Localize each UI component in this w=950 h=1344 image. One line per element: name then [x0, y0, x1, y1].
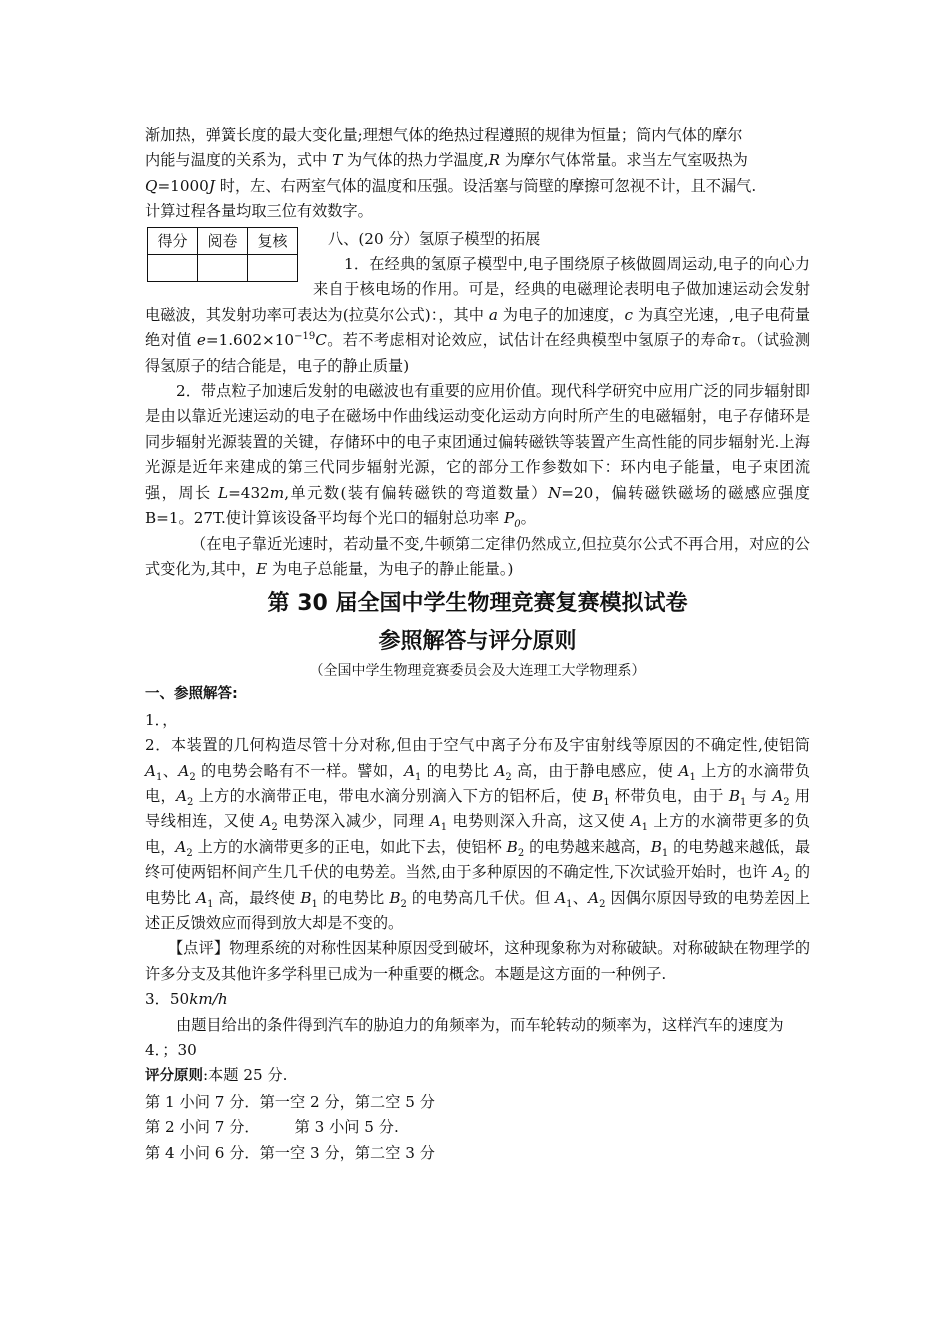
answer-2-subscript: 2: [783, 873, 790, 885]
comment-paragraph: 【点评】物理系统的对称性因某种原因受到破坏，这种现象称为对称破缺。对称破缺在物理学的许多分支及其他许多学科里已成为一种重要的概念。本题是这方面的一种例子.: [145, 939, 810, 983]
answer-2-text: 的电势高几千伏。但: [406, 888, 556, 907]
answer-2-symbol: B: [650, 837, 662, 856]
score-cell: [148, 254, 198, 281]
answer-1: 1．，: [145, 710, 178, 729]
answer-2-subscript: 1: [641, 822, 649, 834]
answer-2-subscript: 1: [661, 847, 669, 859]
answer-2-text: 上方的水滴带正电，带电水滴分别滴入下方的铝杯后，使: [193, 786, 593, 805]
answer-3: 3．50km/h: [145, 990, 228, 1009]
answer-2-subscript: 1: [415, 771, 422, 783]
answer-2-subscript: 2: [186, 847, 193, 859]
answer-2-text: 的电势比: [317, 888, 390, 907]
answer-2-symbol: A: [404, 761, 416, 780]
answer-2-symbol: A: [178, 761, 190, 780]
answer-2-symbol: A: [772, 786, 784, 805]
answer-2-text: 上方的水滴带负电，: [145, 761, 811, 805]
answer-2-subscript: 1: [311, 898, 318, 910]
score-header: 得分: [148, 227, 198, 254]
answer-2-text: 杯带负电，由于: [609, 786, 729, 805]
section-8-note: （在电子靠近光速时，若动量不变,牛顿第二定律仍然成立,但拉莫尔公式不再合用，对应的公式变化为,其中，E 为电子总能量，为电子的静止能量。): [145, 534, 810, 578]
grading-line-2: 第 2 小问 7 分． 第 3 小问 5 分.: [145, 1118, 399, 1137]
grading-line-3: 第 4 小问 6 分．第一空 3 分，第二空 3 分: [145, 1143, 435, 1162]
section-8-question-1: 1．在经典的氢原子模型中,电子围绕原子核做圆周运动,电子的向心力来自于核电场的作用。可是，经典的电磁理论表明电子做加速运动会发射电磁波，其发射功率可表达为(拉莫尔公式)：，其中 a 为电子的加速度，c 为真空光速，,电子电荷量绝对值 $e=1.602\times 10^{-19}C$。若不考虑相对论效应，试估计在经典模型中氢原子的寿命τ。（试验测得氢原子的结合能是，电子的静止质量): [145, 255, 811, 375]
answer-subtitle: 参照解答与评分原则: [378, 629, 577, 655]
answer-2-subscript: 1: [603, 796, 610, 808]
answer-2-subscript: 1: [207, 898, 214, 910]
answer-2-text: 的电势越来越低，最终可使两铝杯间产生几千伏的电势差。当然,由于多种原因的不确定性,下次试验开始时，也许: [145, 837, 811, 882]
answer-2-symbol: A: [260, 812, 272, 831]
answer-2-symbol: A: [630, 812, 642, 831]
section-8: [145, 227, 810, 583]
answer-2-text: 电势则深入升高，这又使: [447, 812, 631, 831]
answer-2-symbol: B: [300, 888, 312, 907]
answer-2-text: 2．本装置的几何构造尽管十分对称,但由于空气中离子分布及宇宙射线等原因的不确定性,使铝筒: [145, 736, 810, 755]
answer-2-symbol: A: [175, 837, 187, 856]
answer-2-text: 与: [746, 786, 773, 805]
answer-2-text: 的电势比: [421, 761, 495, 780]
answer-3-text: 由题目给出的条件得到汽车的胁迫力的角频率为，而车轮转动的频率为，这样汽车的速度为: [176, 1015, 784, 1034]
answer-2-symbol: A: [555, 888, 567, 907]
answer-2-symbol: B: [389, 888, 401, 907]
answer-2-text: 、: [572, 888, 589, 907]
answer-2-symbol: A: [429, 812, 441, 831]
review-header: 阅卷: [198, 227, 248, 254]
answer-2-text: 的电势越来越高，: [524, 837, 651, 856]
answer-2: [145, 733, 810, 936]
answer-2-symbol: A: [176, 786, 188, 805]
answer-2-subscript: 2: [505, 771, 512, 783]
answer-2-text: 上方的水滴带更多的正电，如此下去，使铝杯: [192, 837, 507, 856]
answer-2-subscript: 1: [440, 822, 448, 834]
answer-2-subscript: 1: [689, 771, 696, 783]
answer-2-text: 上方的水滴带更多的负电，: [145, 812, 811, 856]
answer-2-symbol: A: [145, 761, 156, 780]
continuation-paragraph: 渐加热，弹簧长度的最大变化量;理想气体的绝热过程遵照的规律为恒量；筒内气体的摩尔 内能与温度的关系为，式中 T 为气体的热力学温度,R 为摩尔气体常量。求当左气室吸热为 Q=1000J 时，左、右两室气体的温度和压强。设活塞与筒壁的摩擦可忽视不计，且不漏气. 计算过程各量均取三位有效数字。: [145, 126, 757, 221]
answer-2-text: 的电势比: [145, 863, 811, 907]
answer-source: （全国中学生物理竞赛委员会及大连理工大学物理系）: [309, 663, 646, 680]
answer-2-text: 用导线相连，又使: [145, 786, 811, 831]
score-table: [147, 227, 298, 282]
answer-2-subscript: 2: [187, 796, 194, 808]
answer-2-subscript: 1: [740, 796, 747, 808]
answer-2-text: 因偶尔原因导致的电势差因上述正反馈效应而得到放大却是不变的。: [145, 888, 811, 932]
answer-2-symbol: A: [196, 888, 208, 907]
part-1-heading: 一、参照解答:: [145, 686, 238, 703]
answer-2-subscript: 2: [271, 822, 278, 834]
answer-4: 4．；30: [145, 1041, 197, 1059]
answer-2-subscript: 2: [599, 898, 606, 910]
grading-line-1: 第 1 小问 7 分．第一空 2 分，第二空 5 分: [145, 1092, 435, 1111]
answer-2-symbol: A: [588, 888, 600, 907]
answer-2-subscript: 2: [783, 796, 790, 808]
answer-2-symbol: B: [506, 837, 518, 856]
answer-2-text: 的电势会略有不一样。譬如，: [195, 761, 405, 780]
answer-2-symbol: A: [494, 761, 506, 780]
answer-2-text: 高，最终使: [213, 888, 301, 907]
answer-2-subscript: 1: [566, 898, 573, 910]
answer-2-subscript: 2: [189, 771, 196, 783]
answer-2-text: 高，由于静电感应，使: [511, 761, 679, 780]
answer-2-symbol: A: [772, 863, 784, 882]
answer-2-subscript: 1: [155, 771, 163, 783]
section-8-title: 八、(20 分）氢原子模型的拓展: [328, 229, 541, 248]
section-8-question-2: 2．带点粒子加速后发射的电磁波也有重要的应用价值。现代科学研究中应用广泛的同步辐射即是由以靠近光速运动的电子在磁场中作曲线运动变化运动方向时所产生的电磁辐射，电子存储环是同步辐射光源装置的关键，存储环中的电子束团通过偏转磁铁等装置产生高性能的同步辐射光.上海光源是近年来建成的第三代同步辐射光源，它的部分工作参数如下：环内电子能量，电子束团流强，周长 L=432m,单元数(装有偏转磁铁的弯道数量）N=20，偏转磁铁磁场的磁感应强度 B=1。27T.使计算该设备平均每个光口的辐射总功率 $P_0$。: [145, 382, 810, 531]
grading-heading: 评分原则:本题 25 分.: [145, 1066, 288, 1085]
answer-2-subscript: 2: [517, 847, 525, 859]
document-page: [145, 123, 810, 1166]
answer-2-subscript: 2: [400, 898, 407, 910]
answer-2-symbol: A: [678, 761, 690, 780]
answer-title: 第 30 届全国中学生物理竞赛复赛模拟试卷: [267, 591, 688, 617]
answer-2-text: 电势深入减少，同理: [277, 812, 430, 831]
answer-2-symbol: B: [728, 786, 741, 805]
review-cell: [198, 254, 248, 281]
answer-2-symbol: B: [592, 786, 604, 805]
answer-2-text: 、: [162, 761, 179, 780]
recheck-cell: [248, 254, 298, 281]
recheck-header: 复核: [248, 227, 298, 254]
